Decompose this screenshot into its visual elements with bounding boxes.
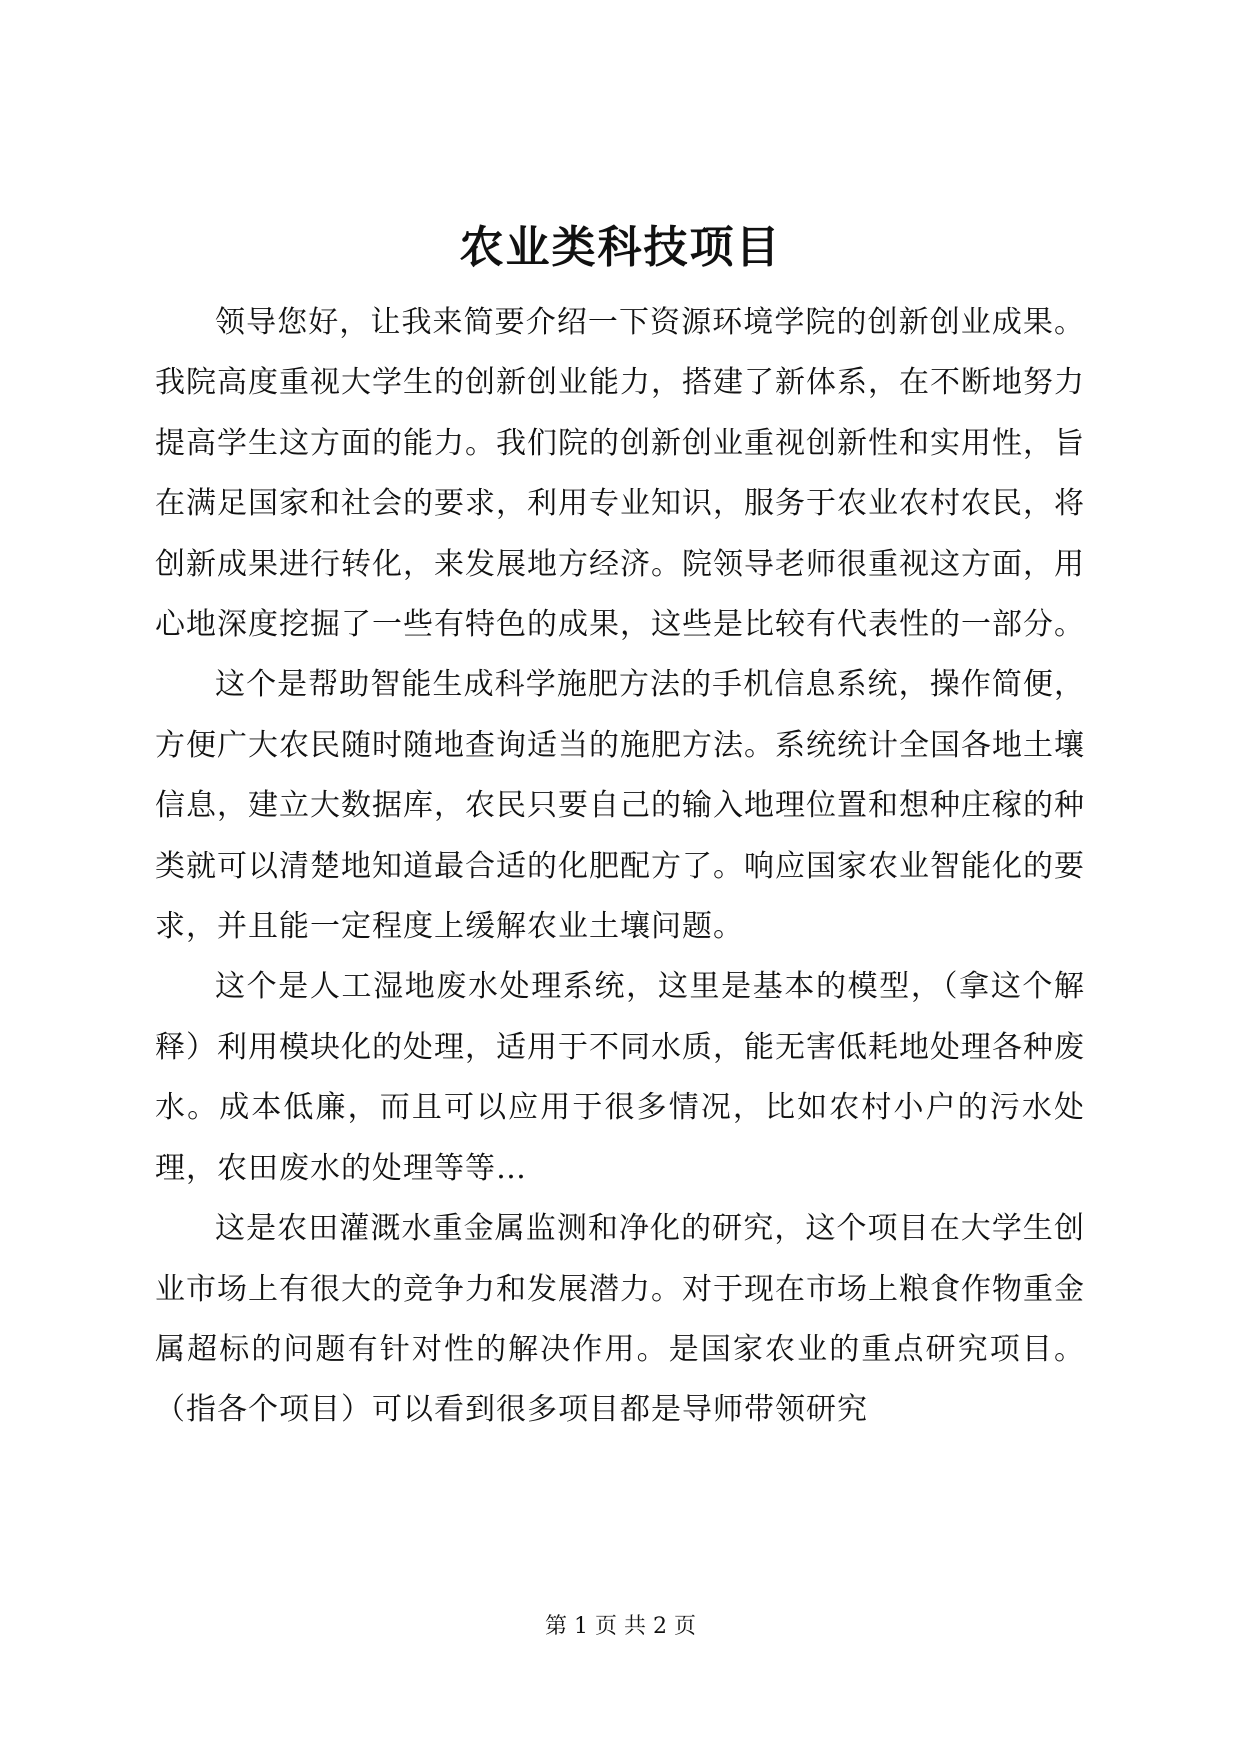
document-title: 农业类科技项目 xyxy=(459,222,782,273)
paragraph-heavy-metal-research: 这是农田灌溉水重金属监测和净化的研究，这个项目在大学生创业市场上有很大的竞争力和发展潜力。对于现在市场上粮食作物重金属超标的问题有针对性的解决作用。是国家农业的重点研究项目。（指各个项目）可以看到很多项目都是导师带领研究 xyxy=(155,1211,1085,1428)
paragraph-fertilizer-system: 这个是帮助智能生成科学施肥方法的手机信息系统，操作简便，方便广大农民随时随地查询适当的施肥方法。系统统计全国各地土壤信息，建立大数据库，农民只要自己的输入地理位置和想种庄稼的种类就可以清楚地知道最合适的化肥配方了。响应国家农业智能化的要求，并且能一定程度上缓解农业土壤问题。 xyxy=(155,667,1085,945)
page-footer: 第 1 页 共 2 页 xyxy=(545,1614,696,1639)
paragraph-intro: 领导您好，让我来简要介绍一下资源环境学院的创新创业成果。我院高度重视大学生的创新创业能力，搭建了新体系，在不断地努力提高学生这方面的能力。我们院的创新创业重视创新性和实用性，旨在满足国家和社会的要求，利用专业知识，服务于农业农村农民，将创新成果进行转化，来发展地方经济。院领导老师很重视这方面，用心地深度挖掘了一些有特色的成果，这些是比较有代表性的一部分。 xyxy=(155,305,1085,643)
paragraph-wetland-system: 这个是人工湿地废水处理系统，这里是基本的模型，（拿这个解释）利用模块化的处理，适用于不同水质，能无害低耗地处理各种废水。成本低廉，而且可以应用于很多情况，比如农村小户的污水处理，农田废水的处理等等… xyxy=(155,969,1085,1186)
document-body xyxy=(155,293,1085,1441)
